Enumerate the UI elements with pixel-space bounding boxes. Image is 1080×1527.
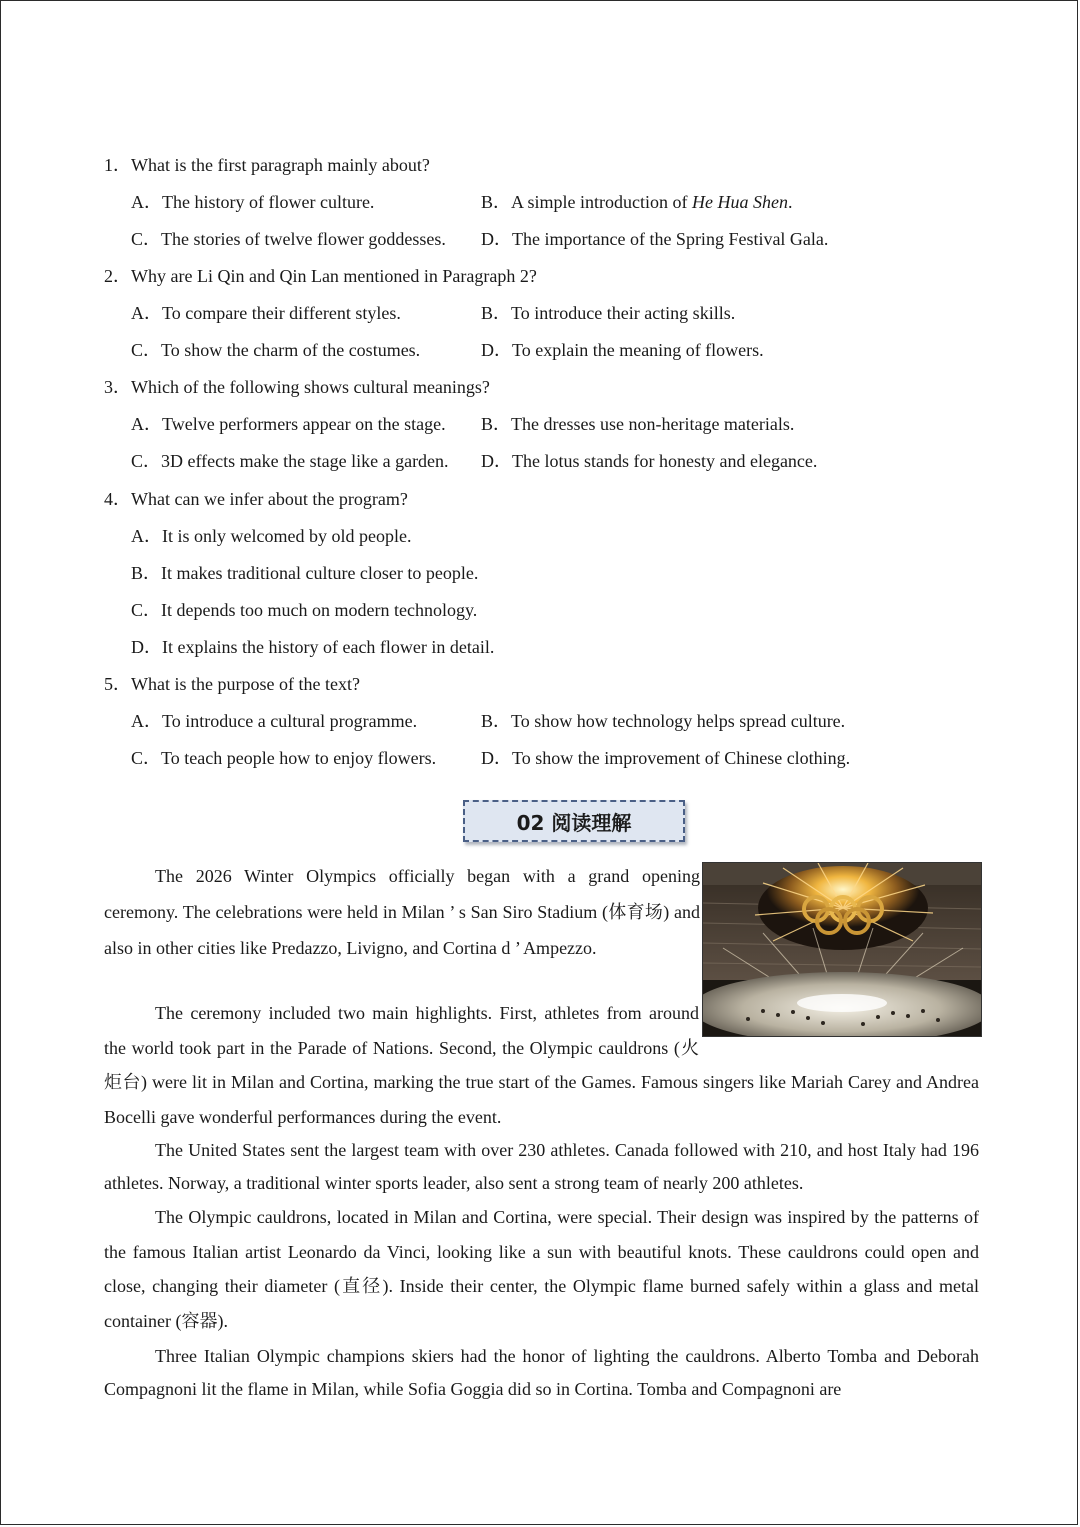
q1-option-a: A．The history of flower culture. [131,192,375,212]
q4-option-a: A．It is only welcomed by old people. [131,526,412,546]
q2-option-d: D．To explain the meaning of flowers. [481,340,764,360]
q1-option-b-end: . [787,192,793,212]
passage-paragraph-5 [104,1340,979,1406]
question-4-stem: 4．What can we infer about the program? [104,489,408,509]
passage-paragraph-3 [104,1134,979,1200]
q5-option-b: B．To show how technology helps spread culture. [481,711,846,731]
q2-option-b: B．To introduce their acting skills. [481,303,736,323]
q3-option-a: A．Twelve performers appear on the stage. [131,414,446,434]
q1-option-d: D．The importance of the Spring Festival Gala. [481,229,829,249]
passage-paragraph-3-text: The United States sent the largest team with over 230 athletes. Canada followed with 210, and host Italy had 196 athletes. Norway, a traditional winter sports leader, also sent a strong team of nearly 200 athletes. [104,1140,979,1193]
question-1-stem: 1．What is the first paragraph mainly about? [104,155,430,175]
passage-paragraph-2-text: The ceremony included two main highlights. First, athletes from around the world took part in the Parade of Nations. Second, the Olympic cauldrons (火炬台) were lit in Milan and Cortina, marking the true start of the Games. Famous singers like Mariah Carey and Andrea Bocelli gave wonderful performances during the event. [104,1003,979,1127]
q3-option-d: D．The lotus stands for honesty and elegance. [481,451,818,471]
q4-option-c: C．It depends too much on modern technology. [131,600,478,620]
q2-option-c: C．To show the charm of the costumes. [131,340,421,360]
passage-paragraph-4 [104,1200,979,1339]
q5-option-c: C．To teach people how to enjoy flowers. [131,748,437,768]
question-5-stem: 5．What is the purpose of the text? [104,674,360,694]
q3-option-c: C．3D effects make the stage like a garden. [131,451,449,471]
q5-option-d: D．To show the improvement of Chinese clothing. [481,748,851,768]
passage-paragraph-4-text: The Olympic cauldrons, located in Milan and Cortina, were special. Their design was inspired by the patterns of the famous Italian artist Leonardo da Vinci, looking like a sun with beautiful knots. These cauldrons could open and close, changing their diameter (直径). Inside their center, the Olympic flame burned safely within a glass and metal container (容器). [104,1207,979,1332]
section-title: 02 阅读理解 [516,810,632,835]
passage-paragraph-1 [104,858,700,966]
q2-option-a: A．To compare their different styles. [131,303,401,323]
question-3-stem: 3．Which of the following shows cultural meanings? [104,377,490,397]
q4-option-b: B．It makes traditional culture closer to people. [131,563,479,583]
q1-option-c: C．The stories of twelve flower goddesses. [131,229,446,249]
q4-option-d: D．It explains the history of each flower in detail. [131,637,495,657]
passage-paragraph-5-text: Three Italian Olympic champions skiers had the honor of lighting the cauldrons. Alberto Tomba and Deborah Compagnoni lit the flame in Milan, while Sofia Goggia did so in Cortina. Tomba and Compagnoni are [104,1346,979,1399]
q5-option-a: A．To introduce a cultural programme. [131,711,418,731]
q1-option-b-text: B．A simple introduction of [481,192,692,212]
section-header [463,800,685,842]
q1-option-b [481,190,792,214]
q1-option-b-italic: He Hua Shen [692,192,788,212]
question-2-stem: 2．Why are Li Qin and Qin Lan mentioned in Paragraph 2? [104,266,537,286]
q3-option-b: B．The dresses use non-heritage materials. [481,414,795,434]
passage-paragraph-1-text: The 2026 Winter Olympics officially began with a grand opening ceremony. The celebrations were held in Milan ’ s San Siro Stadium (体育场) and also in other cities like Predazzo, Livigno, and Cortina d ’ Ampezzo. [104,866,700,958]
passage-paragraph-2 [104,996,979,1134]
